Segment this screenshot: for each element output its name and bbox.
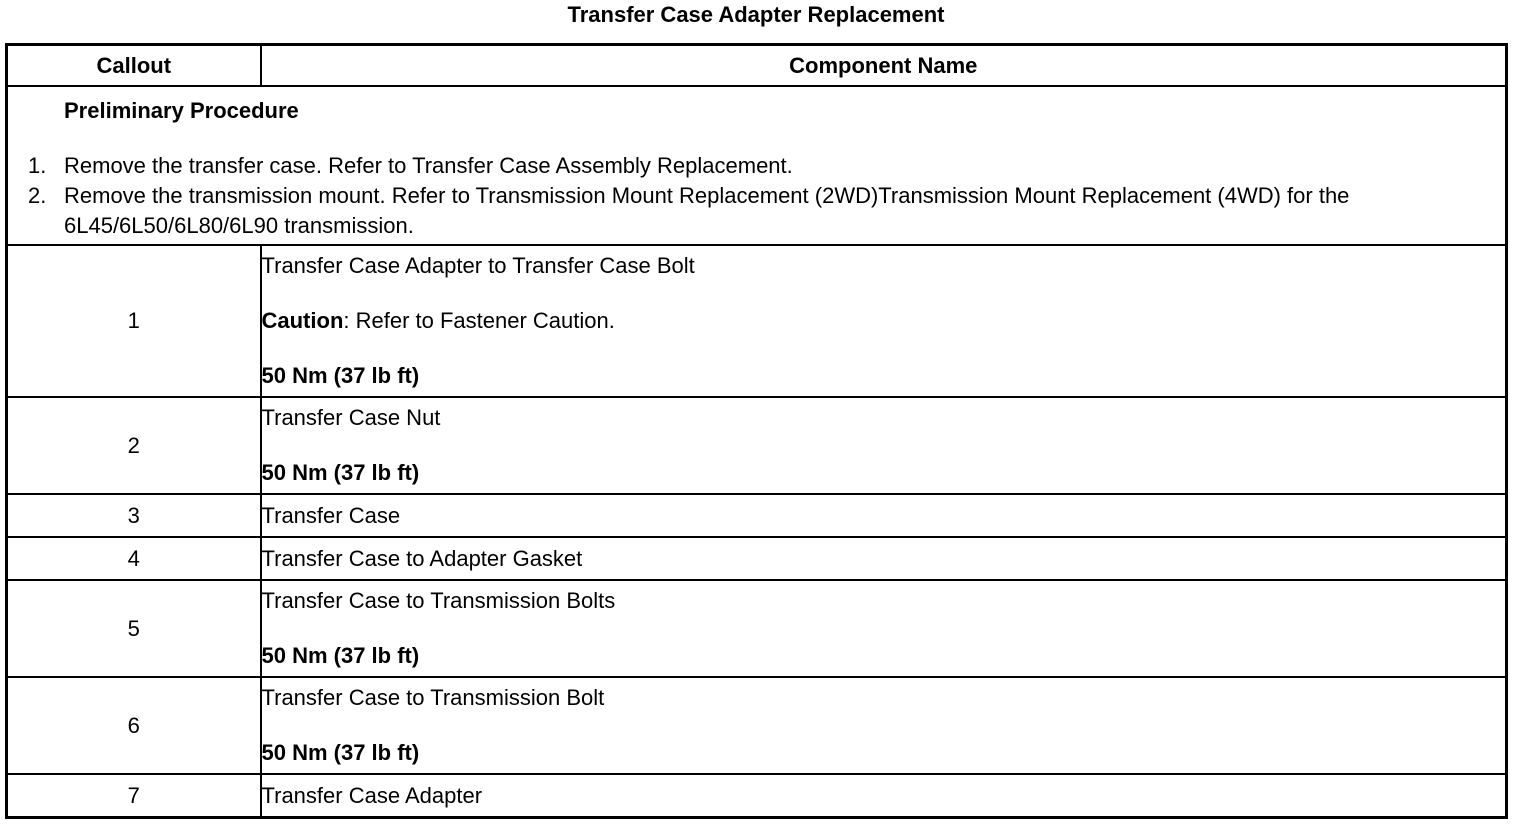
- preliminary-step: [8, 151, 1505, 181]
- step-number: 1.: [28, 153, 47, 178]
- callout-number: 5: [7, 580, 261, 677]
- component-cell: [261, 580, 1507, 677]
- component-name: Transfer Case to Adapter Gasket: [261, 545, 583, 571]
- torque-spec: 50 Nm (37 lb ft): [261, 460, 420, 485]
- column-header-component-name: Component Name: [261, 45, 1507, 87]
- callout-number: 6: [7, 677, 261, 774]
- callout-number: 7: [7, 774, 261, 818]
- table-row: [7, 494, 1507, 537]
- caution-text: : Refer to Fastener Caution.: [343, 308, 615, 333]
- callout-number: 1: [7, 245, 261, 397]
- component-cell: [261, 245, 1507, 397]
- component-name: Transfer Case Adapter to Transfer Case Bolt: [261, 253, 695, 278]
- component-name: Transfer Case: [261, 502, 401, 528]
- torque-spec: 50 Nm (37 lb ft): [261, 643, 420, 668]
- component-cell: [261, 397, 1507, 494]
- preliminary-procedure-row: [7, 86, 1507, 245]
- preliminary-procedure-heading: Preliminary Procedure: [64, 98, 299, 123]
- component-name: Transfer Case Nut: [261, 405, 441, 430]
- caution-label: Caution: [261, 308, 344, 333]
- callout-number: 4: [7, 537, 261, 580]
- torque-spec: 50 Nm (37 lb ft): [261, 740, 420, 765]
- table-row: [7, 580, 1507, 677]
- preliminary-steps: [8, 151, 1505, 241]
- step-text: Remove the transmission mount. Refer to Transmission Mount Replacement (2WD)Transmission Mount Replacement (4WD) for the 6L45/6L50/6L80/6L90 transmission.: [64, 183, 1350, 238]
- component-name: Transfer Case to Transmission Bolts: [261, 588, 616, 613]
- table-row: [7, 774, 1507, 818]
- component-name: Transfer Case to Transmission Bolt: [261, 685, 605, 710]
- table-row: [7, 245, 1507, 397]
- preliminary-step: [8, 181, 1505, 241]
- component-name: Transfer Case Adapter: [261, 782, 483, 808]
- preliminary-procedure: [7, 86, 1507, 245]
- page-title: Transfer Case Adapter Replacement: [567, 2, 945, 27]
- step-text: Remove the transfer case. Refer to Transfer Case Assembly Replacement.: [64, 153, 793, 178]
- table-header-row: [7, 45, 1507, 87]
- caution-note: [262, 307, 1506, 335]
- component-cell: [261, 774, 1507, 818]
- column-header-callout: Callout: [7, 45, 261, 87]
- torque-spec: 50 Nm (37 lb ft): [261, 363, 420, 388]
- callout-number: 3: [7, 494, 261, 537]
- component-cell: [261, 537, 1507, 580]
- component-table: [5, 43, 1508, 819]
- table-row: [7, 397, 1507, 494]
- callout-number: 2: [7, 397, 261, 494]
- step-number: 2.: [28, 183, 47, 208]
- table-row: [7, 537, 1507, 580]
- table-row: [7, 677, 1507, 774]
- component-cell: [261, 494, 1507, 537]
- component-cell: [261, 677, 1507, 774]
